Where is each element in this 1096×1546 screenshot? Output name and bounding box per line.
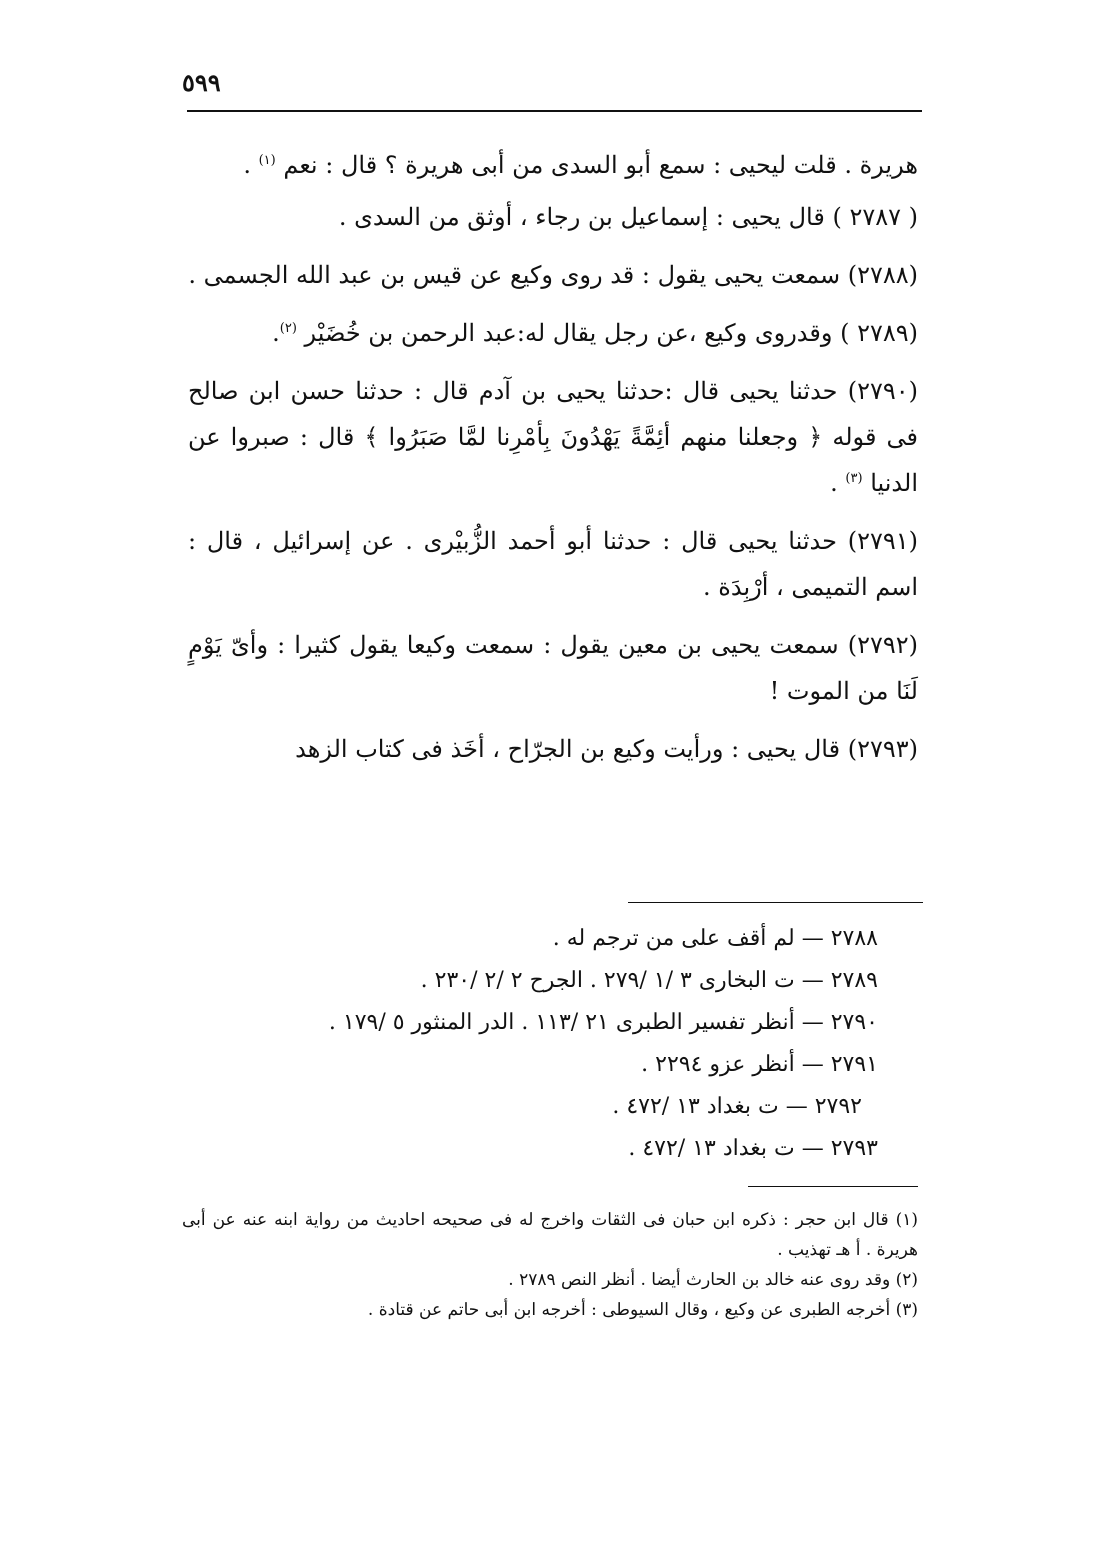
paragraph-text: هريرة . قلت ليحيى : سمع أبو السدى من أبى هريرة ؟ قال : نعم — [283, 151, 918, 179]
reference-line: ٢٧٩٣ — ت بغداد ١٣ /٤٧٢ . — [628, 1136, 878, 1161]
reference-line: ٢٧٨٨ — لم أقف على من ترجم له . — [552, 926, 878, 951]
footnote: (٢) وقد روى عنه خالد بن الحارث أيضا . أنظر النص ٢٧٨٩ . — [508, 1270, 918, 1290]
main-text — [188, 142, 918, 784]
paragraph: (٢٧٩١) حدثنا يحيى قال : حدثنا أبو أحمد الزُّبيْرى . عن إسرائيل ، قال : اسم التميمى ، أرْبِدَة . — [188, 527, 918, 601]
paragraph: (٢٧٩٣) قال يحيى : ورأيت وكيع بن الجرّاح ، أخَذ فى كتاب الزهد — [295, 735, 918, 763]
footnotes — [182, 1205, 918, 1325]
header-rule — [187, 110, 922, 112]
reference-line: ٢٧٩٠ — أنظر تفسير الطبرى ٢١ /١١٣ . الدر المنثور ٥ /١٧٩ . — [328, 1010, 878, 1035]
reference-line: ٢٧٨٩ — ت البخارى ٣ /١ /٢٧٩ . الجرح ٢ /٢ /٢٣٠ . — [420, 968, 878, 993]
paragraph: ( ٢٧٨٧ ) قال يحيى : إسماعيل بن رجاء ، أوثق من السدى . — [338, 203, 918, 231]
references — [300, 918, 878, 1170]
paragraph-tail: . — [830, 469, 846, 497]
reference-line: ٢٧٩١ — أنظر عزو ٢٢٩٤ . — [641, 1052, 878, 1077]
footnote-marker: (١) — [258, 153, 276, 168]
paragraph — [188, 368, 918, 506]
footnote: (١) قال ابن حجر : ذكره ابن حبان فى الثقات واخرج له فى صحيحه احاديث من رواية ابنه عنه عن أبى هريرة . أ هـ تهذيب . — [182, 1210, 918, 1260]
reference-line: ٢٧٩٢ — ت بغداد ١٣ /٤٧٢ . — [612, 1094, 862, 1119]
paragraph-tail: . — [243, 151, 259, 179]
references-rule — [628, 902, 923, 903]
paragraph-text: (٢٧٩٠) حدثنا يحيى قال :حدثنا يحيى بن آدم قال : حدثنا حسن ابن صالح فى قوله ﴿ وجعلنا منهم أئِمَّةً يَهْدُونَ بِأمْرِنا لمَّا صَبَرُوا ﴾ قال : صبروا عن الدنيا — [188, 377, 918, 497]
page-number: ٥٩٩ — [182, 68, 221, 97]
footnote-marker: (٣) — [845, 471, 863, 486]
footnote: (٣) أخرجه الطبرى عن وكيع ، وقال السيوطى : أخرجه ابن أبى حاتم عن قتادة . — [367, 1300, 918, 1320]
paragraph-tail: . — [272, 319, 280, 347]
paragraph — [188, 142, 918, 188]
paragraph — [188, 310, 918, 356]
footnotes-rule — [748, 1186, 918, 1187]
paragraph: (٢٧٩٢) سمعت يحيى بن معين يقول : سمعت وكيعا يقول كثيرا : وأىّ يَوْمٍ لَنَا من الموت ! — [188, 631, 918, 705]
footnote-marker: (٢) — [279, 321, 297, 336]
paragraph-text: (٢٧٨٩ ) وقدروى وكيع ،عن رجل يقال له:عبد الرحمن بن خُضَيْر — [304, 319, 918, 347]
paragraph: (٢٧٨٨) سمعت يحيى يقول : قد روى وكيع عن قيس بن عبد الله الجسمى . — [188, 261, 918, 289]
